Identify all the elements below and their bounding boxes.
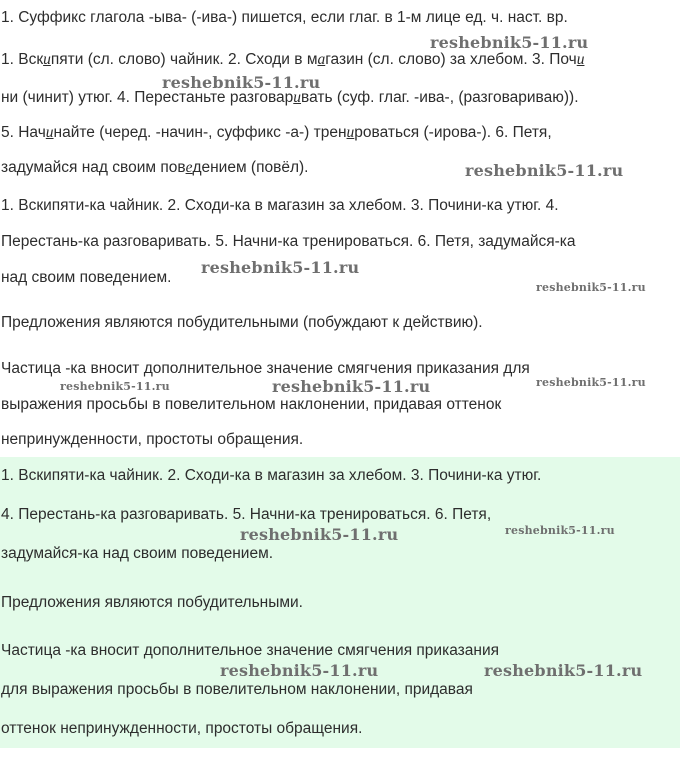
text-line: непринужденности, простоты обращения. xyxy=(1,431,304,448)
text-line: Предложения являются побудительными. xyxy=(1,594,303,611)
text-line: 1. Вскипяти-ка чайник. 2. Сходи-ка в магазин за хлебом. 3. Почини-ка утюг. 4. xyxy=(1,197,559,214)
text-line: 1. Суффикс глагола -ыва- (-ива-) пишется, если глаг. в 1-м лице ед. ч. наст. вр. xyxy=(1,9,568,26)
marked-letter: и xyxy=(45,124,54,141)
marked-letter: е xyxy=(185,159,193,176)
watermark: reshebnik5-11.ru xyxy=(240,525,399,544)
watermark: reshebnik5-11.ru xyxy=(220,661,379,680)
watermark: reshebnik5-11.ru xyxy=(505,524,615,537)
text-line: Частица -ка вносит дополнительное значение смягчения приказания xyxy=(1,642,499,659)
watermark: reshebnik5-11.ru xyxy=(536,281,646,294)
text-segment: вать (суф. глаг. -ива-, (разговариваю)). xyxy=(301,89,579,106)
watermark: reshebnik5-11.ru xyxy=(162,73,321,92)
text-line: 4. Перестань-ка разговаривать. 5. Начни-ка тренироваться. 6. Петя, xyxy=(1,506,492,523)
text-segment: задумайся над своим пов xyxy=(1,159,186,176)
watermark: reshebnik5-11.ru xyxy=(201,258,360,277)
text-segment: найте (черед. -начин-, суффикс -а-) трен xyxy=(53,124,347,141)
text-line: задумайся-ка над своим поведением. xyxy=(1,545,274,562)
text-segment: роваться (-ирова-). 6. Петя, xyxy=(354,124,552,141)
text-segment: газин (сл. слово) за хлебом. 3. Поч xyxy=(325,51,577,68)
text-segment: дением (повёл). xyxy=(192,159,309,176)
text-line-with-marks xyxy=(1,50,584,70)
watermark: reshebnik5-11.ru xyxy=(430,33,589,52)
watermark: reshebnik5-11.ru xyxy=(272,377,431,396)
marked-letter: и xyxy=(346,124,355,141)
text-line: для выражения просьбы в повелительном наклонении, придавая xyxy=(1,681,473,698)
watermark: reshebnik5-11.ru xyxy=(536,376,646,389)
text-line: Предложения являются побудительными (побуждают к действию). xyxy=(1,314,483,331)
text-segment: 1. Вск xyxy=(1,51,44,68)
text-segment: пяти (сл. слово) чайник. 2. Сходи в м xyxy=(50,51,318,68)
text-line: оттенок непринужденности, простоты обращения. xyxy=(1,720,363,737)
marked-letter: и xyxy=(576,51,585,68)
text-line: выражения просьбы в повелительном наклонении, придавая оттенок xyxy=(1,396,502,413)
text-segment: ни (чинит) утюг. 4. Перестаньте разговар xyxy=(1,89,294,106)
marked-letter: и xyxy=(293,89,302,106)
text-line: Перестань-ка разговаривать. 5. Начни-ка тренироваться. 6. Петя, задумайся-ка xyxy=(1,233,576,250)
marked-letter: и xyxy=(43,51,51,68)
text-line-with-marks xyxy=(1,158,308,178)
text-segment: 5. Нач xyxy=(1,124,46,141)
marked-letter: а xyxy=(317,51,326,68)
watermark: reshebnik5-11.ru xyxy=(465,161,624,180)
watermark: reshebnik5-11.ru xyxy=(484,661,643,680)
text-line: над своим поведением. xyxy=(1,269,172,286)
text-line: Частица -ка вносит дополнительное значение смягчения приказания для xyxy=(1,360,530,377)
watermark: reshebnik5-11.ru xyxy=(60,380,170,393)
text-line-with-marks xyxy=(1,123,552,143)
text-line: 1. Вскипяти-ка чайник. 2. Сходи-ка в магазин за хлебом. 3. Почини-ка утюг. xyxy=(1,467,542,484)
